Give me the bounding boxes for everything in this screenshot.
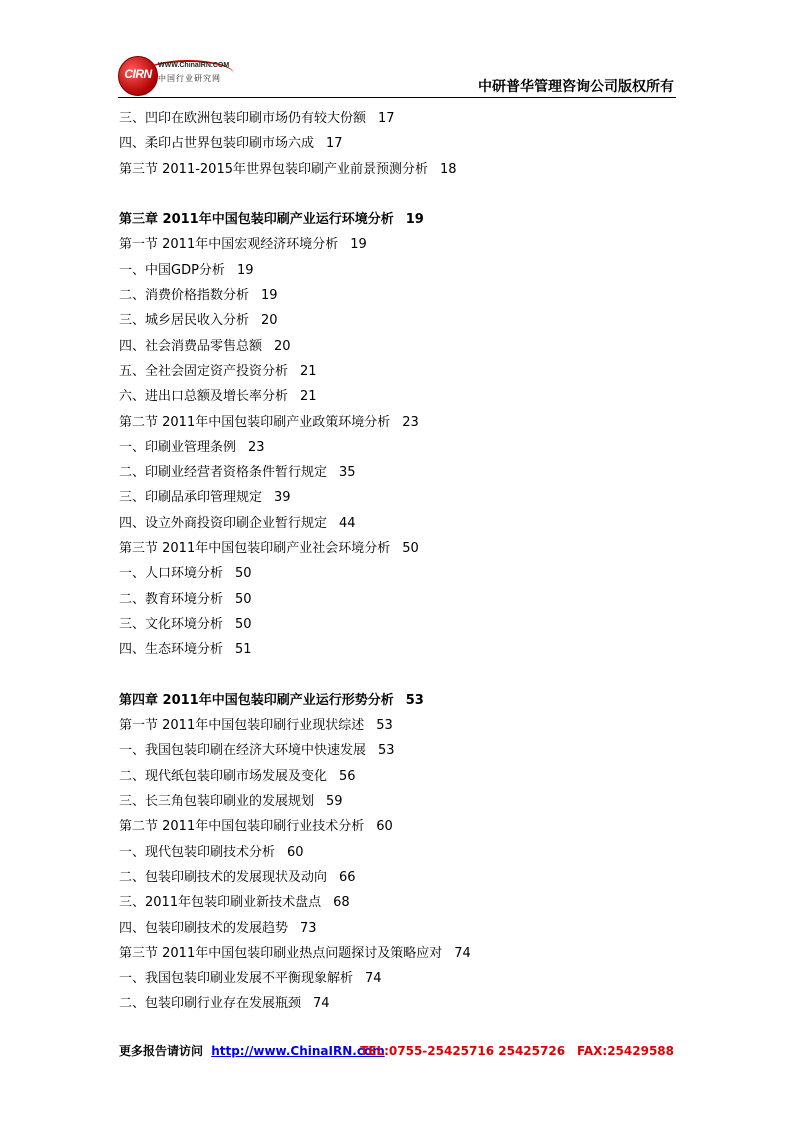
toc-page-number: 53 (376, 718, 393, 734)
toc-entry-title: 三、印刷品承印管理规定 (119, 490, 263, 506)
toc-entry-title: 二、包装印刷技术的发展现状及动向 (119, 869, 328, 885)
toc-entry (119, 511, 679, 536)
toc-entry-title: 一、人口环境分析 (119, 566, 224, 582)
toc-entry-title: 二、印刷业经营者资格条件暂行规定 (119, 465, 328, 481)
toc-page-number: 35 (339, 465, 356, 481)
toc-entry (119, 789, 679, 814)
toc-entry-title: 二、包装印刷行业存在发展瓶颈 (119, 996, 302, 1012)
toc-page-number: 68 (333, 895, 350, 911)
toc-page-number: 74 (454, 945, 471, 961)
toc-entry-title: 一、我国包装印刷业发展不平衡现象解析 (119, 971, 354, 987)
toc-page-number: 50 (235, 616, 252, 632)
toc-entry-title: 第三节 2011-2015年世界包装印刷产业前景预测分析 (119, 161, 428, 177)
toc-entry (119, 637, 679, 662)
toc-page-number: 50 (235, 591, 252, 607)
toc-spacer (119, 663, 679, 688)
toc-entry-title: 三、长三角包装印刷业的发展规划 (119, 794, 315, 810)
page-footer (119, 1042, 676, 1059)
toc-entry-title: 五、全社会固定资产投资分析 (119, 363, 289, 379)
toc-entry-title: 六、进出口总额及增长率分析 (119, 389, 289, 405)
toc-entry-title: 第三节 2011年中国包装印刷业热点问题探讨及策略应对 (119, 945, 443, 961)
toc-page-number: 50 (402, 541, 419, 557)
toc-entry (119, 308, 679, 333)
toc-page-number: 73 (300, 920, 317, 936)
toc-entry (119, 764, 679, 789)
toc-page-number: 60 (287, 844, 304, 860)
toc-entry (119, 435, 679, 460)
toc-page-number: 50 (235, 566, 252, 582)
toc-page-number: 51 (235, 642, 252, 658)
logo-circle-icon (118, 56, 158, 96)
toc-entry (119, 890, 679, 915)
toc-entry (119, 840, 679, 865)
toc-entry (119, 865, 679, 890)
toc-entry-title: 第四章 2011年中国包装印刷产业运行形势分析 (119, 692, 394, 708)
toc-entry (119, 738, 679, 763)
toc-page-number: 17 (378, 111, 395, 126)
toc-page-number: 20 (274, 338, 291, 354)
toc-entry-title: 第三章 2011年中国包装印刷产业运行环境分析 (119, 212, 394, 228)
toc-entry (119, 106, 679, 131)
footer-more-reports: 更多报告请访问 (119, 1044, 204, 1058)
toc-entry (119, 991, 679, 1016)
toc-entry (119, 359, 679, 384)
toc-entry-title: 二、教育环境分析 (119, 591, 224, 607)
toc-chapter-heading (119, 688, 679, 713)
toc-entry-title: 第一节 2011年中国宏观经济环境分析 (119, 237, 339, 253)
company-logo (118, 52, 234, 96)
toc-entry (119, 485, 679, 510)
toc-page-number: 19 (405, 212, 424, 228)
toc-page-number: 19 (261, 288, 278, 304)
toc-entry-title: 三、凹印在欧洲包装印刷市场仍有较大份额 (119, 111, 367, 126)
toc-entry (119, 966, 679, 991)
toc-entry-title: 第三节 2011年中国包装印刷产业社会环境分析 (119, 541, 391, 557)
toc-page-number: 18 (440, 161, 457, 177)
toc-entry (119, 916, 679, 941)
toc-entry (119, 157, 679, 182)
toc-entry (119, 410, 679, 435)
header-copyright-title: 中研普华管理咨询公司版权所有 (478, 79, 674, 95)
toc-entry (119, 232, 679, 257)
toc-entry-title: 四、包装印刷技术的发展趋势 (119, 920, 289, 936)
toc-entry-title: 四、柔印占世界包装印刷市场六成 (119, 136, 315, 152)
toc-page-number: 74 (365, 971, 382, 987)
toc-page-number: 59 (326, 794, 343, 810)
toc-page-number: 20 (261, 313, 278, 329)
toc-page-number: 17 (326, 136, 343, 152)
toc-entry (119, 713, 679, 738)
toc-entry-title: 第二节 2011年中国包装印刷行业技术分析 (119, 819, 365, 835)
toc-entry (119, 384, 679, 409)
toc-entry (119, 941, 679, 966)
toc-page-number: 60 (376, 819, 393, 835)
toc-entry (119, 334, 679, 359)
toc-entry-title: 第一节 2011年中国包装印刷行业现状综述 (119, 718, 365, 734)
toc-entry-title: 一、我国包装印刷在经济大环境中快速发展 (119, 743, 367, 759)
logo-url: WWW.ChinaIRN.COM (158, 62, 230, 69)
toc-page-number: 19 (236, 262, 254, 278)
toc-page-number: 23 (248, 439, 265, 455)
logo-text: CIRN (124, 67, 152, 81)
toc-entry-title: 三、城乡居民收入分析 (119, 313, 250, 329)
toc-entry-title: 四、社会消费品零售总额 (119, 338, 263, 354)
toc-page-number: 56 (339, 768, 356, 784)
toc-entry (119, 283, 679, 308)
toc-entry-title: 第二节 2011年中国包装印刷产业政策环境分析 (119, 414, 391, 430)
toc-entry-title: 一、印刷业管理条例 (119, 439, 237, 455)
toc-entry (119, 587, 679, 612)
toc-entry (119, 131, 679, 156)
toc-entry-title: 二、消费价格指数分析 (119, 288, 250, 304)
footer-website-link[interactable]: http://www.ChinaIRN.com (211, 1044, 385, 1058)
toc-page-number: 53 (378, 743, 395, 759)
toc-entry (119, 814, 679, 839)
toc-entry (119, 258, 679, 283)
toc-entry-title: 四、生态环境分析 (119, 642, 224, 658)
toc-chapter-heading (119, 207, 679, 232)
toc-page-number: 19 (350, 237, 367, 253)
toc-entry-title: 二、现代纸包装印刷市场发展及变化 (119, 768, 328, 784)
toc-page-number: 53 (405, 692, 424, 708)
toc-entry (119, 460, 679, 485)
footer-contact-info: TEL:0755-25425716 25425726 FAX:25429588 (360, 1044, 674, 1058)
toc-entry-title: 一、现代包装印刷技术分析 (119, 844, 276, 860)
logo-chinese-name: 中国行业研究网 (158, 74, 221, 83)
header-divider (118, 97, 676, 98)
toc-page-number: 44 (339, 515, 356, 531)
toc-page-number: 66 (339, 869, 356, 885)
toc-entry-title: 三、2011年包装印刷业新技术盘点 (119, 895, 322, 911)
toc-entry-title: 三、文化环境分析 (119, 616, 224, 632)
toc-page-number: 21 (300, 363, 317, 379)
toc-page-number: 74 (313, 996, 330, 1012)
toc-entry-title: 四、设立外商投资印刷企业暂行规定 (119, 515, 328, 531)
toc-spacer (119, 182, 679, 207)
toc-entry-title: 一、中国GDP分析 (119, 262, 225, 278)
toc-page-number: 21 (300, 389, 317, 405)
toc-entry (119, 612, 679, 637)
toc-page-number: 39 (274, 490, 291, 506)
table-of-contents (119, 106, 679, 1017)
toc-entry (119, 561, 679, 586)
toc-entry (119, 536, 679, 561)
toc-page-number: 23 (402, 414, 419, 430)
